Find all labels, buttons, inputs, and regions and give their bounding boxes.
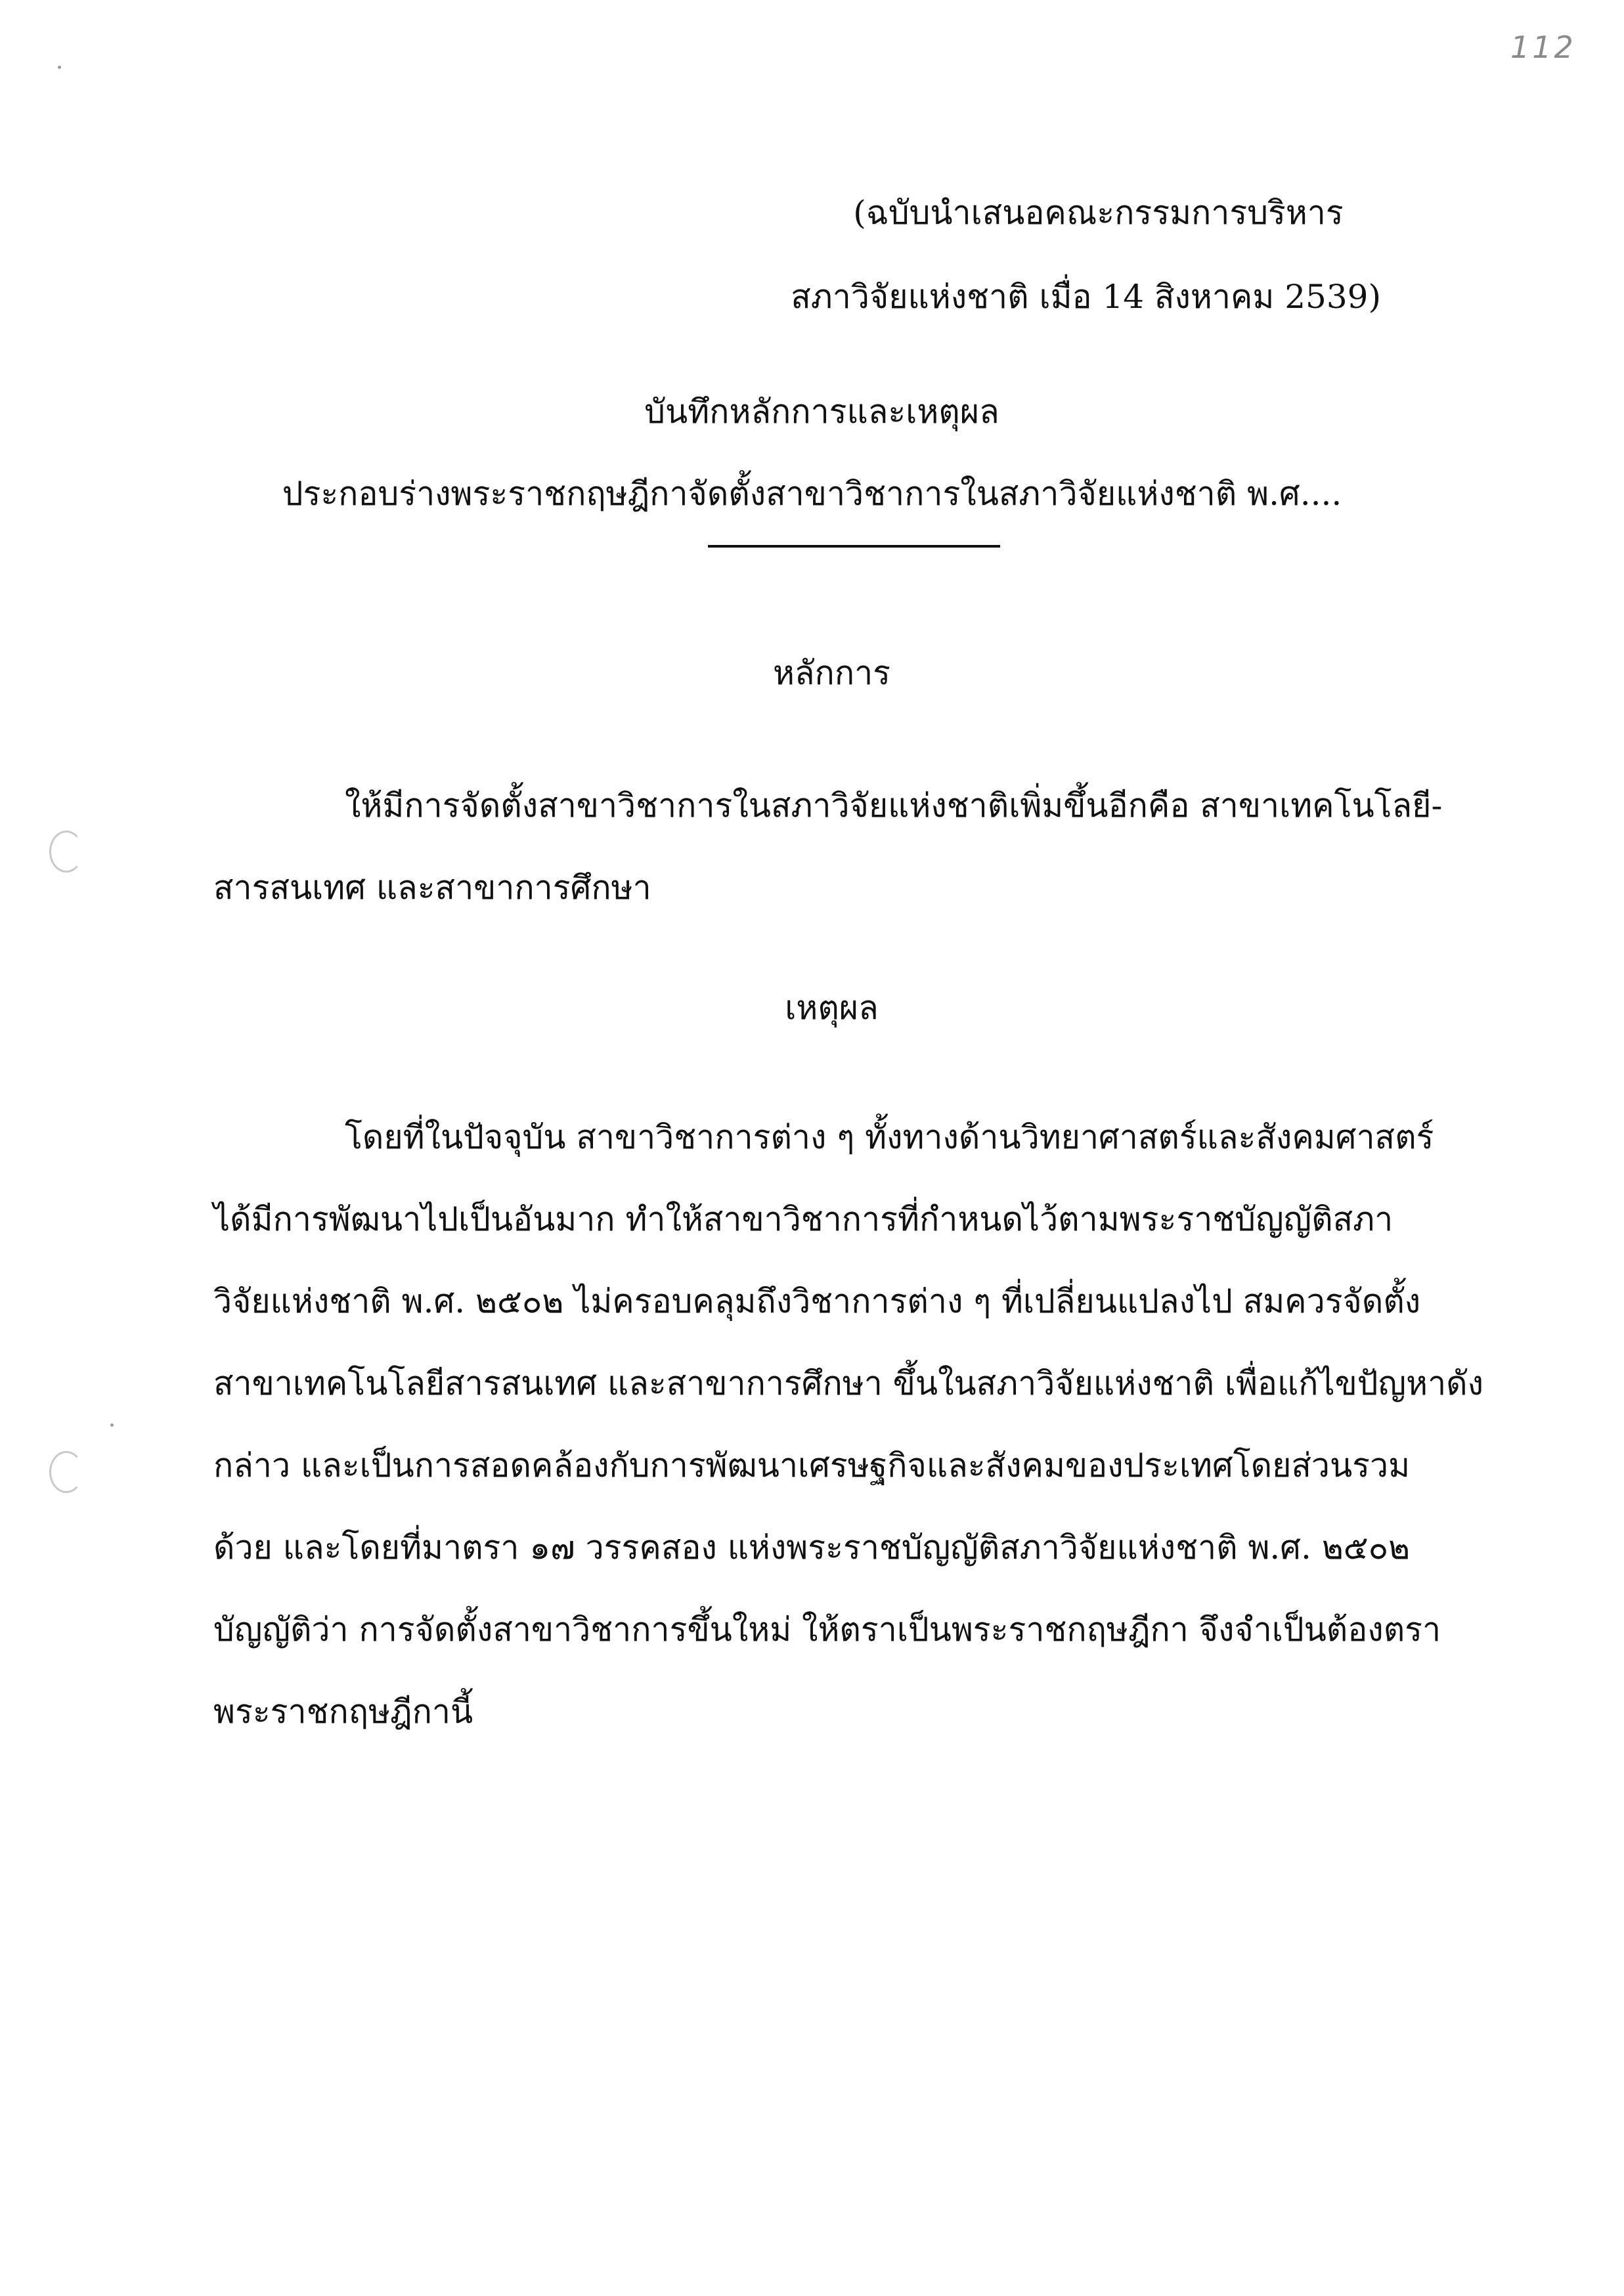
- paragraph-line: บัญญัติว่า การจัดตั้งสาขาวิชาการขึ้นใหม่ ให้ตราเป็นพระราชกฤษฎีกา จึงจำเป็นต้องตรา: [213, 1611, 1441, 1649]
- punch-hole-top: [49, 831, 83, 873]
- paragraph-line: ด้วย และโดยที่มาตรา ๑๗ วรรคสอง แห่งพระราชบัญญัติสภาวิจัยแห่งชาติ พ.ศ. ๒๕๐๒: [213, 1528, 1411, 1567]
- paragraph-line: สาขาเทคโนโลยีสารสนเทศ และสาขาการศึกษา ขึ้นในสภาวิจัยแห่งชาติ เพื่อแก้ไขปัญหาดัง: [213, 1364, 1484, 1402]
- version-note-line: สภาวิจัยแห่งชาติ เมื่อ 14 สิงหาคม 2539): [791, 278, 1381, 316]
- paragraph-line: วิจัยแห่งชาติ พ.ศ. ๒๕๐๒ ไม่ครอบคลุมถึงวิชาการต่าง ๆ ที่เปลี่ยนแปลงไป สมควรจัดตั้ง: [213, 1282, 1421, 1320]
- document-title-line: ประกอบร่างพระราชกฤษฎีกาจัดตั้งสาขาวิชาการในสภาวิจัยแห่งชาติ พ.ศ....: [282, 475, 1342, 513]
- title-underline: [708, 545, 1000, 548]
- version-note-line: (ฉบับนำเสนอคณะกรรมการบริหาร: [853, 194, 1344, 232]
- paragraph-line: โดยที่ในปัจจุบัน สาขาวิชาการต่าง ๆ ทั้งทางด้านวิทยาศาสตร์และสังคมศาสตร์: [345, 1118, 1434, 1156]
- principle-paragraph: [213, 765, 1443, 929]
- paragraph-line: กล่าว และเป็นการสอดคล้องกับการพัฒนาเศรษฐกิจและสังคมของประเทศโดยส่วนรวม: [213, 1446, 1411, 1484]
- scan-speck: [110, 1423, 114, 1427]
- document-title-line: บันทึกหลักการและเหตุผล: [644, 393, 999, 431]
- principle-heading: หลักการ: [772, 654, 891, 692]
- document-title: [0, 371, 1624, 535]
- reason-paragraph: [213, 1096, 1484, 1753]
- page-number: 112: [1510, 30, 1576, 65]
- paragraph-line: ให้มีการจัดตั้งสาขาวิชาการในสภาวิจัยแห่งชาติเพิ่มขึ้นอีกคือ สาขาเทคโนโลยี-: [345, 787, 1443, 825]
- version-note: [791, 171, 1381, 339]
- punch-hole-bottom: [49, 1451, 83, 1493]
- paragraph-line: ได้มีการพัฒนาไปเป็นอันมาก ทำให้สาขาวิชาการที่กำหนดไว้ตามพระราชบัญญัติสภา: [213, 1200, 1394, 1238]
- paragraph-line: พระราชกฤษฎีกานี้: [213, 1693, 473, 1731]
- scan-speck: [58, 66, 61, 69]
- paragraph-line: สารสนเทศ และสาขาการศึกษา: [213, 869, 651, 907]
- reason-heading: เหตุผล: [785, 989, 879, 1027]
